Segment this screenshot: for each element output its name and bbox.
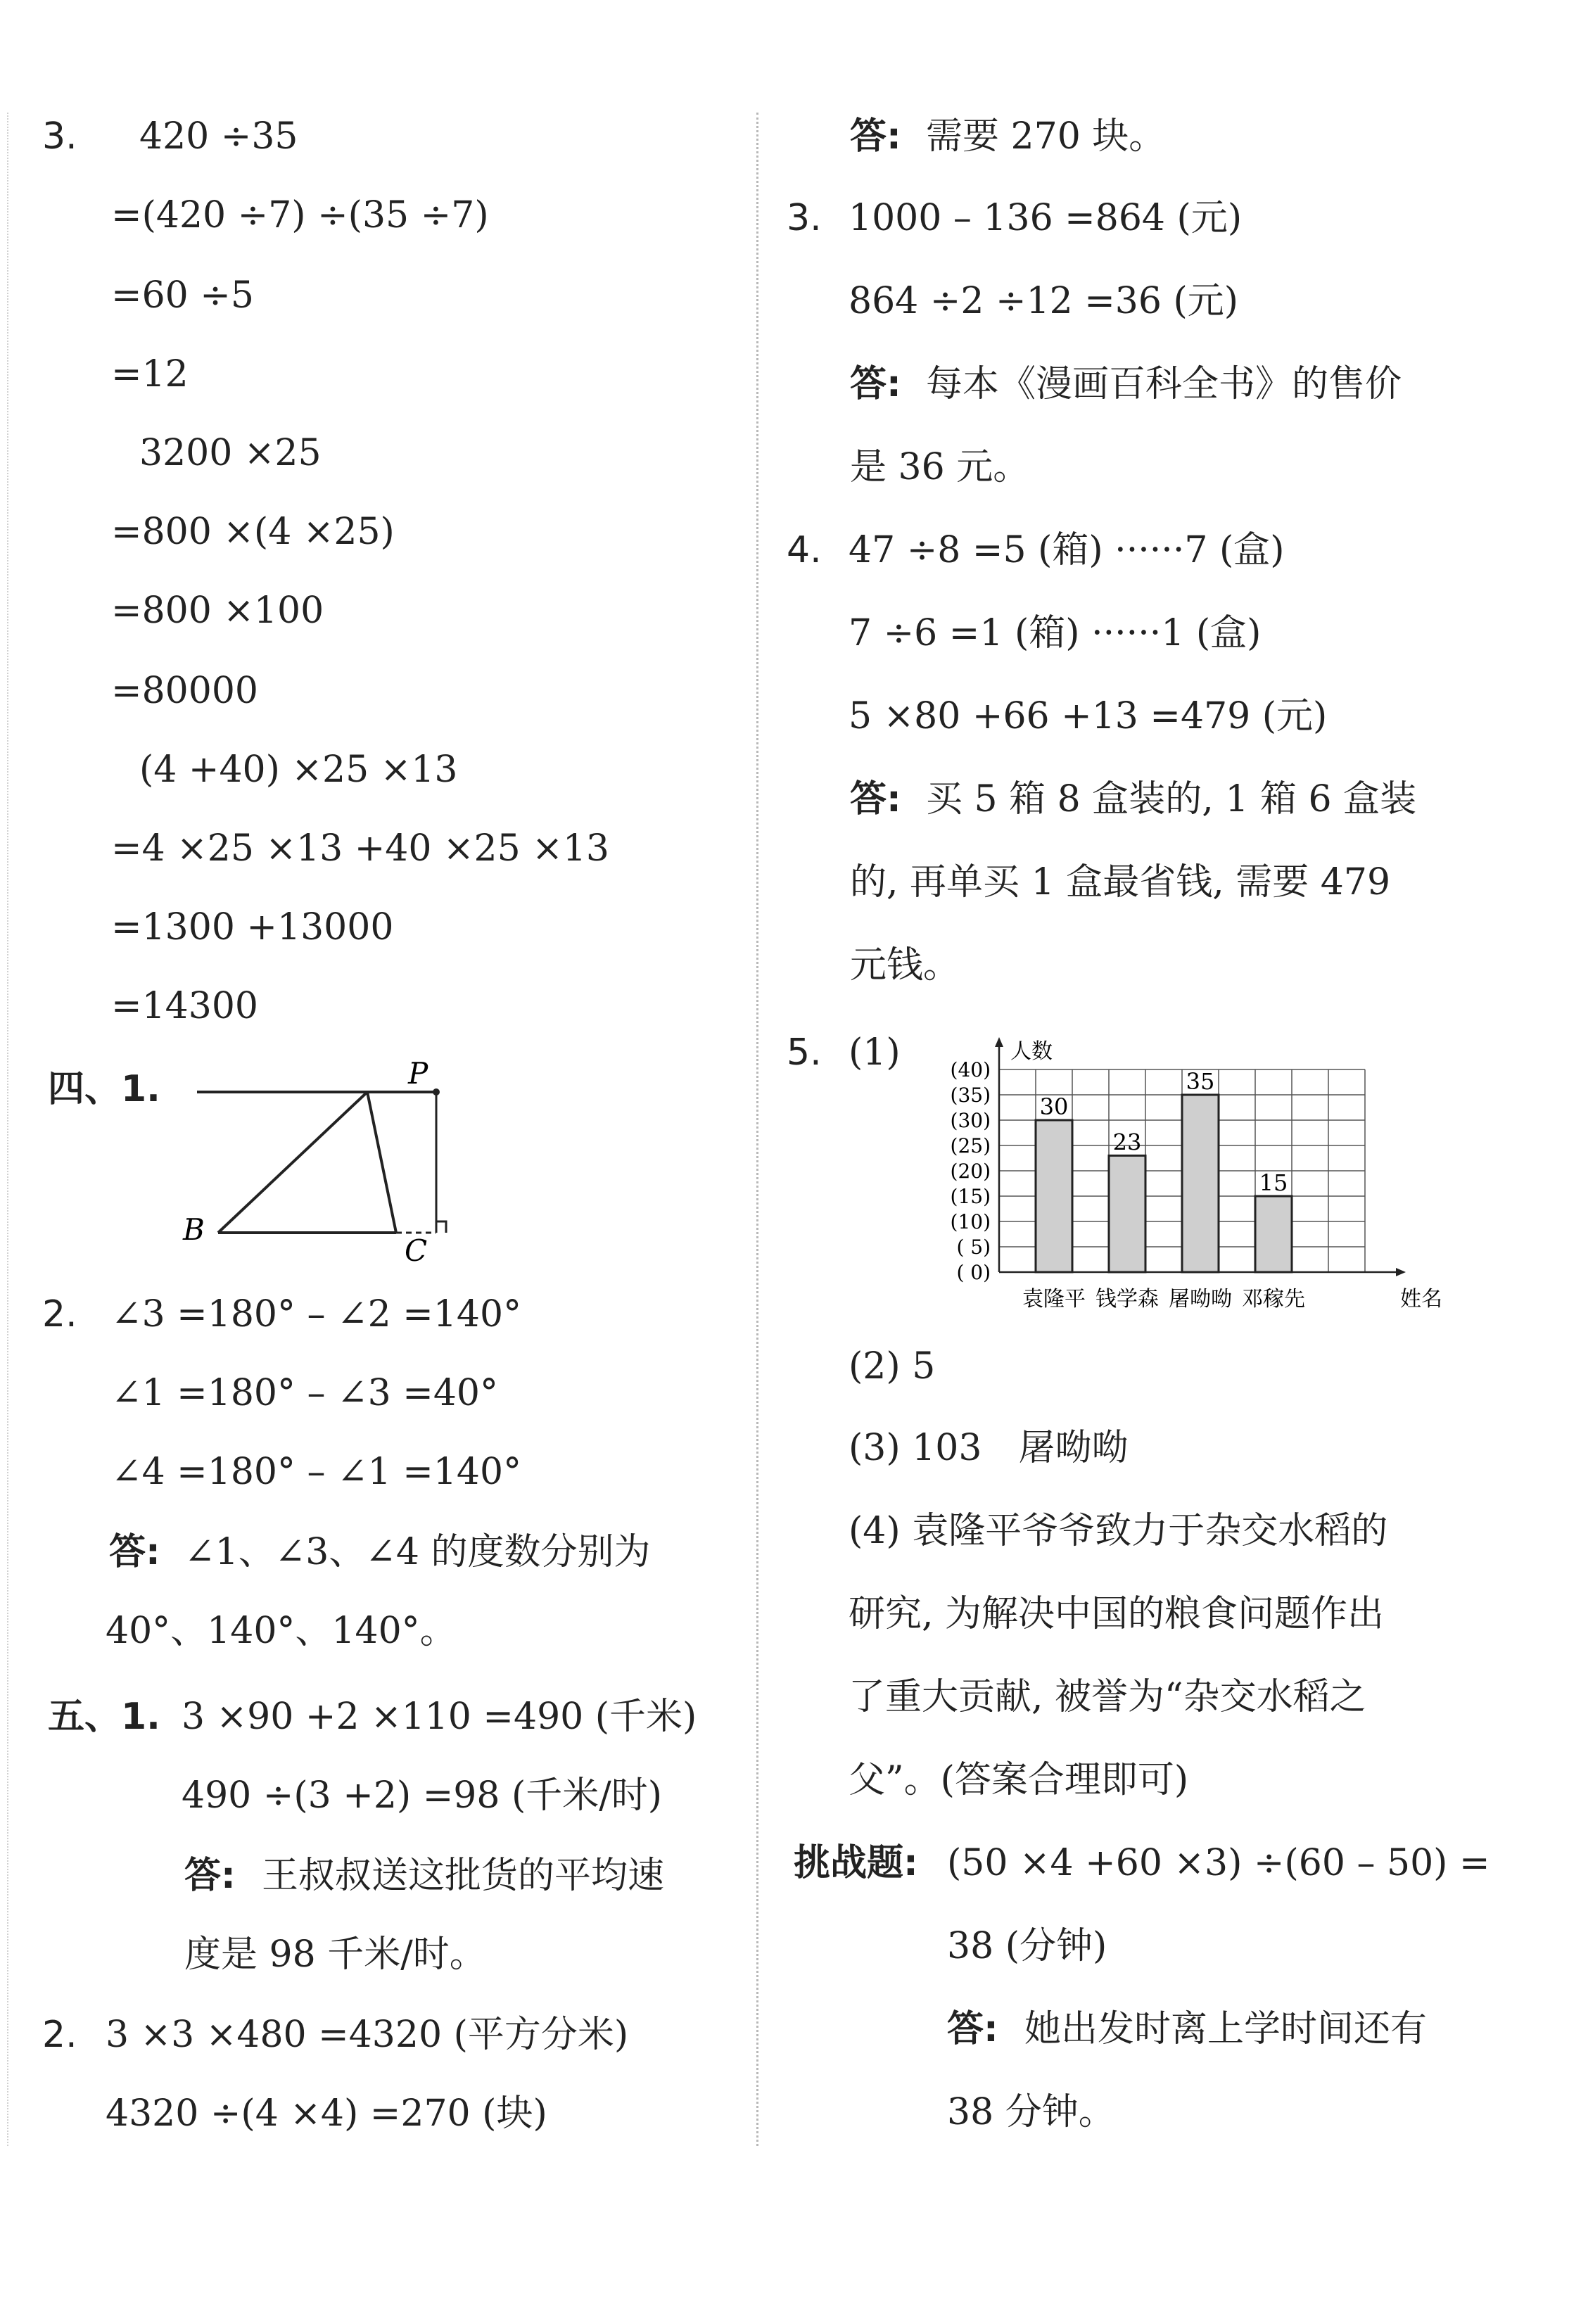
bar-chart [929, 1020, 1442, 1316]
q5-part4-line: 父”。(答案合理即可) [849, 1759, 1189, 1801]
q2-label: 2. [42, 1293, 77, 1335]
q5-label: 5. [787, 1031, 822, 1074]
answer-label: 答: [850, 115, 901, 158]
x-tick-label: 钱学森 [1095, 1287, 1159, 1312]
calc-line: =12 [111, 353, 189, 395]
answer-text: 她出发时离上学时间还有 [1024, 2008, 1428, 2050]
y-axis-arrow [995, 1037, 1003, 1047]
x-tick-label: 邓稼先 [1242, 1287, 1305, 1312]
y-tick-label: (35) [950, 1084, 991, 1107]
calc-line: =4 ×25 ×13 +40 ×25 ×13 [111, 827, 609, 870]
answer-text: 元钱。 [850, 944, 960, 986]
label-p: P [408, 1056, 428, 1091]
calc-line: 420 ÷35 [139, 115, 298, 158]
x-tick-label: 袁隆平 [1022, 1287, 1086, 1312]
left-edge-line [7, 113, 8, 2146]
answer-label: 答: [850, 778, 901, 820]
data-label: 30 [1039, 1093, 1069, 1120]
calc-line: =(420 ÷7) ÷(35 ÷7) [111, 194, 489, 236]
data-label: 15 [1259, 1169, 1288, 1196]
answer-text: 每本《漫画百科全书》的售价 [926, 363, 1402, 405]
bar [1255, 1196, 1292, 1272]
angle-line: ∠1 =180° – ∠3 =40° [111, 1372, 498, 1414]
q3-label: 3. [42, 115, 77, 158]
x-tick-label: 屠呦呦 [1169, 1287, 1232, 1312]
challenge-line: 38 (分钟) [947, 1925, 1107, 1967]
answer-label: 答: [947, 2008, 998, 2050]
x-axis-arrow [1396, 1268, 1406, 1276]
y-tick-label: (10) [950, 1210, 991, 1233]
answer-text: 的, 再单买 1 盒最省钱, 需要 479 [850, 861, 1391, 903]
calc-line: (4 +40) ×25 ×13 [139, 749, 458, 791]
challenge-label: 挑战题: [794, 1842, 918, 1884]
tile-line: 4320 ÷(4 ×4) =270 (块) [106, 2093, 547, 2135]
q5-part1-label: (1) [849, 1031, 901, 1074]
y-tick-label: ( 5) [956, 1236, 991, 1259]
calc-line: =1300 +13000 [111, 906, 394, 948]
box-line: 47 ÷8 =5 (箱) ······7 (盒) [849, 529, 1285, 571]
data-label: 23 [1112, 1129, 1142, 1156]
book-line: 1000 – 136 =864 (元) [849, 197, 1243, 239]
y-tick-label: ( 0) [956, 1261, 991, 1284]
q5-part4-line: 研究, 为解决中国的粮食问题作出 [849, 1593, 1385, 1635]
answer-text: 38 分钟。 [947, 2091, 1115, 2133]
calc-line: =800 ×100 [111, 590, 324, 632]
answer-text: ∠1、∠3、∠4 的度数分别为 [184, 1531, 651, 1573]
q2b-label: 2. [42, 2014, 77, 2056]
answer-text: 需要 270 块。 [926, 115, 1166, 158]
side-bp [218, 1092, 367, 1233]
y-tick-label: (15) [950, 1185, 991, 1208]
label-c: C [405, 1233, 428, 1268]
data-label: 35 [1186, 1068, 1215, 1095]
y-tick-label: (20) [950, 1160, 991, 1183]
y-tick-label: (25) [950, 1134, 991, 1157]
answer-text: 度是 98 千米/时。 [184, 1934, 486, 1976]
bar [1182, 1095, 1219, 1272]
calc-line: =60 ÷5 [111, 274, 254, 317]
point-p-dot [433, 1088, 440, 1096]
y-axis-title: 人数 [1010, 1039, 1053, 1064]
section-5-label: 五、1. [48, 1696, 160, 1738]
box-line: 7 ÷6 =1 (箱) ······1 (盒) [849, 612, 1262, 654]
answer-text: 王叔叔送这批货的平均速 [262, 1855, 665, 1897]
box-line: 5 ×80 +66 +13 =479 (元) [849, 695, 1328, 737]
bar [1036, 1120, 1072, 1272]
angle-line: ∠4 =180° – ∠1 =140° [111, 1451, 522, 1493]
q5-part4-line: 了重大贡献, 被誉为“杂交水稻之 [849, 1676, 1366, 1718]
section-4-label: 四、1. [48, 1068, 160, 1110]
speed-line: 490 ÷(3 +2) =98 (千米/时) [182, 1774, 663, 1817]
answer-text: 买 5 箱 8 盒装的, 1 箱 6 盒装 [926, 778, 1417, 820]
q5-part3: (3) 103 屠呦呦 [849, 1427, 1129, 1469]
answer-label: 答: [184, 1855, 236, 1897]
label-b: B [183, 1212, 205, 1247]
column-divider [756, 113, 758, 2146]
answer-text: 40°、140°、140°。 [106, 1610, 457, 1652]
side-pc [367, 1092, 396, 1233]
calc-line: 3200 ×25 [139, 432, 322, 474]
q4-label: 4. [787, 529, 822, 571]
tile-line: 3 ×3 ×480 =4320 (平方分米) [106, 2014, 629, 2056]
y-tick-label: (30) [950, 1109, 991, 1132]
x-axis-title: 姓名 [1400, 1287, 1442, 1312]
angle-line: ∠3 =180° – ∠2 =140° [111, 1293, 522, 1335]
answer-label: 答: [109, 1531, 160, 1573]
right-angle-mark [436, 1221, 446, 1233]
calc-line: =14300 [111, 985, 258, 1027]
book-line: 864 ÷2 ÷12 =36 (元) [849, 280, 1239, 322]
answer-label: 答: [850, 363, 901, 405]
triangle-figure [169, 1055, 500, 1281]
y-tick-label: (40) [950, 1058, 991, 1081]
speed-line: 3 ×90 +2 ×110 =490 (千米) [182, 1696, 697, 1738]
q5-part2: (2) 5 [849, 1345, 936, 1388]
answer-text: 是 36 元。 [850, 446, 1030, 488]
calc-line: =800 ×(4 ×25) [111, 511, 395, 553]
q5-part4-line: (4) 袁隆平爷爷致力于杂交水稻的 [849, 1510, 1388, 1552]
challenge-line: (50 ×4 +60 ×3) ÷(60 – 50) = [947, 1842, 1490, 1884]
bar [1109, 1155, 1145, 1272]
calc-line: =80000 [111, 670, 258, 712]
q3-label-right: 3. [787, 197, 822, 239]
